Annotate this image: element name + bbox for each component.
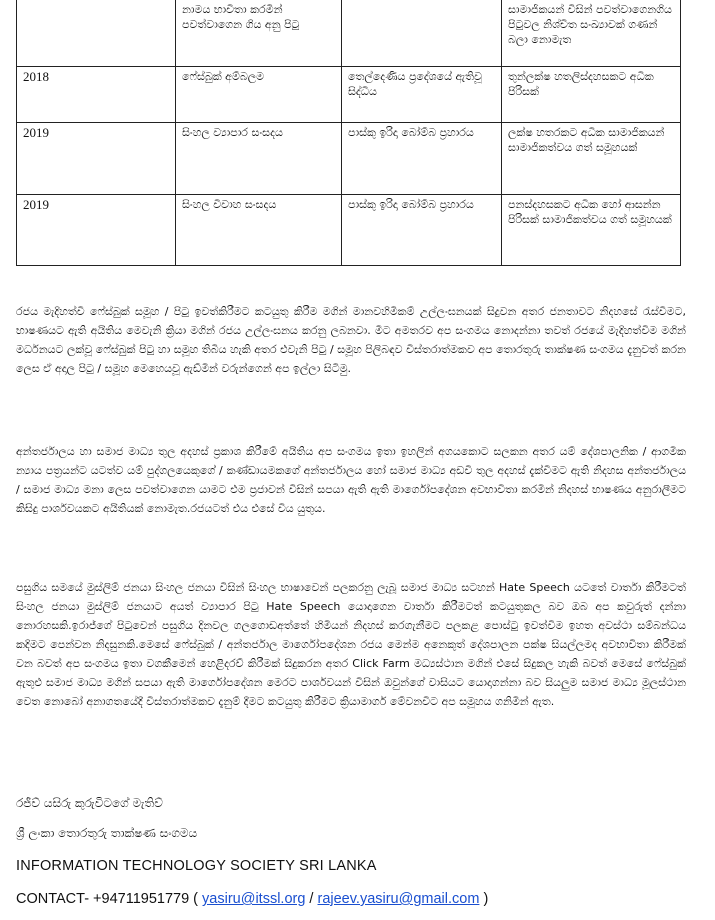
reach-cell: පනස්දහසකට අධික හෝ ආසන්න පිරිසක් සාමාජිකත්වය ගත් සමූහයක් <box>502 195 681 266</box>
year-cell: 2018 <box>17 67 176 123</box>
event-cell: සිංහල විවාහ සංසදය <box>176 195 342 266</box>
organization-name-sinhala: ශ්‍රී ලංකා තොරතුරු තාක්ෂණ සංගමය <box>16 826 198 840</box>
contact-close: ) <box>479 891 489 907</box>
table-row <box>17 67 681 123</box>
year-cell: 2019 <box>17 123 176 195</box>
year-cell: 2019 <box>17 195 176 266</box>
table-row <box>17 0 681 67</box>
reach-cell: සාමාජිකයන් විසින් පවත්වාගෙනගිය පිටුවල නිශ්චිත සංඛ්‍යාවක් ගණන් බලා නොමැත <box>502 0 681 67</box>
paragraph-freedom-of-expression: අන්තර්ජාලය හා සමාජ මාධ්‍ය තුල අදහස් ප්‍රකාශ කිරීමේ අයිතිය අප සංගමය ඉතා ඉහලින් අගයකොට සලකන අතර යම් දේශපාලනික / ආගමික න්‍යාය පත්‍රයන්ට යටත්ව යම් පුද්ගලයෙකුගේ / කණ්ඩායමකගේ අන්තර්ජාලය හෝ සමාජ මාධ්‍ය අඩවි තුල අදහස් දැක්වීමට ඇති නිදහස අන්තර්ජාලය / සමාජ මාධ්‍ය මනා ලෙස පවත්වාගෙන යාමට එම ප්‍රජාවන් විසින් සපයා ඇති ඇති මාර්ගෝපදේශන අවභාවිතා කරමින් නිදහස් භාෂණය අනුරාලීමට කිසිදු පාර්ශවයකට අයිතියක් නොමැත.රජයටත් එය එසේ විය යුතුය. <box>16 445 686 515</box>
signatory-name: රජීව් යසිරු කුරුවිටගේ මැතිව් <box>16 796 163 810</box>
email-link-itssl[interactable]: yasiru@itssl.org <box>202 891 306 907</box>
event-cell: සිංහල ව්‍යාපාර සංසදය <box>176 123 342 195</box>
contact-label: CONTACT- +94711951779 ( <box>16 891 199 907</box>
incident-cell: තෙල්දෙණිය ප්‍රදේශයේ ඇතිවූ සිද්ධිය <box>342 67 502 123</box>
event-cell: ෆේස්බුක් අම්බලම <box>176 67 342 123</box>
organization-name-english: INFORMATION TECHNOLOGY SOCIETY SRI LANKA <box>16 858 377 874</box>
incident-cell: පාස්කු ඉරිදා බෝම්බ ප්‍රහාරය <box>342 123 502 195</box>
reach-cell: ලක්ෂ හතරකට අධික සාමාජිකයන් සාමාජිකත්වය ගත් සමූහයක් <box>502 123 681 195</box>
year-cell <box>17 0 176 67</box>
event-cell: නාමය භාවිතා කරමින් පවත්වාගෙන ගිය අනු පිටු <box>176 0 342 67</box>
table-row <box>17 195 681 266</box>
incident-cell: පාස්කු ඉරිදා බෝම්බ ප්‍රහාරය <box>342 195 502 266</box>
table-row <box>17 123 681 195</box>
events-table <box>16 0 681 266</box>
contact-line <box>16 891 488 907</box>
paragraph-hate-speech-reporting: පසුගිය සමයේ මුස්ලිම් ජනයා සිංහල ජනයා විසින් සිංහල භාෂාවෙන් පලකරනු ලැබූ සමාජ මාධ්‍ය සටහන් Hate Speech යටතේ වාර්තා කිරීමටත් සිංහල ජනයා මුස්ලිම් ජනයාට අයත් ව්‍යාපාර පිටු Hate Speech යොදාගෙන වාර්තා කිරීමටත් කටයුතුකල බව ඔබ අප කවුරුත් දන්නා නොරහසකි.ඉරාජ්ගේ පිටුවෙන් පසුගිය දිනවල ගලගොඩඅත්තේ හිමියන් නිදහස් කරගැනීමට පලකළ පොස්ටු ඉවත්වීම ඉහත අවස්ථා සම්බන්ධය කදිමට පෙන්වන නිදසුනකි.මෙසේ ෆේස්බුක් / අන්තර්ජාල මාර්ගෝපදේශන රජය මෙන්ම අනෙකුත් දේශපාලන පක්ෂ සියල්ලමද අවභාවිතා කිරීමක් වන බවත් අප සංගමය ඉතා වගකීමෙන් හෙළිදරව් කිරීමක් සිදුකරන අතර Click Farm මධ්‍යස්ථාන මගින් එසේ සිදුකල හැකි බවත් මෙසේ ෆේස්බුක් ඇතුළු සමාජ මාධ්‍ය මගින් සපයා ඇති මාර්ගෝපදේශන මෙරට පාර්ශවයන් විසින් ඔවුන්ගේ වාසියට යොදාගන්නා බව සියලුම සමාජ මාධ්‍ය මූලස්ථාන වෙත නොබෝ අනාගතයේදී විස්තරාත්මකව දැනුම් දීමට කටයුතු කිරීමට ක්‍රියාමාර්ග මේවනවිට අප සමූහය ගනිමින් ඇත. <box>16 581 686 708</box>
email-link-gmail[interactable]: rajeev.yasiru@gmail.com <box>317 891 480 907</box>
incident-cell <box>342 0 502 67</box>
paragraph-government-intervention: රජය මැදිහත්වී ෆේස්බුක් සමූහ / පිටු ඉවත්කිරීමට කටයුතු කිරීම මගින් මානවහිමිකම් උල්ලංඝනයක් සිදුවන අතර ජනතාවට නිදහසේ රැස්වීමට, භාෂණයට ඇති අයිතිය මෙවැනි ක්‍රියා මගින් රජය උල්ලංඝනය කරනු ලබනවා. මීට අමතරව අප සංගමය නොදන්නා තවත් රජයේ මැදිහත්වීම මගින් මර්ධනයට ලක්වූ ෆේස්බුක් පිටු හා සමූහ තිබිය හැකි අතර එවැනි පිටු / සමූහ පිලිබඳව විස්තරාත්මකව අප තොරතුරු තාක්ෂණ සංගමය දැනුවත් කරන ලෙස ඒ අදාල පිටු / සමූහ මෙහෙයවූ ඇඩ්මින් වරුන්ගෙන් අප ඉල්ලා සිටිමු. <box>16 305 686 375</box>
reach-cell: තුන්ලක්ෂ හතලිස්දහසකට අධික පිරිසක් <box>502 67 681 123</box>
contact-separator: / <box>305 891 318 907</box>
